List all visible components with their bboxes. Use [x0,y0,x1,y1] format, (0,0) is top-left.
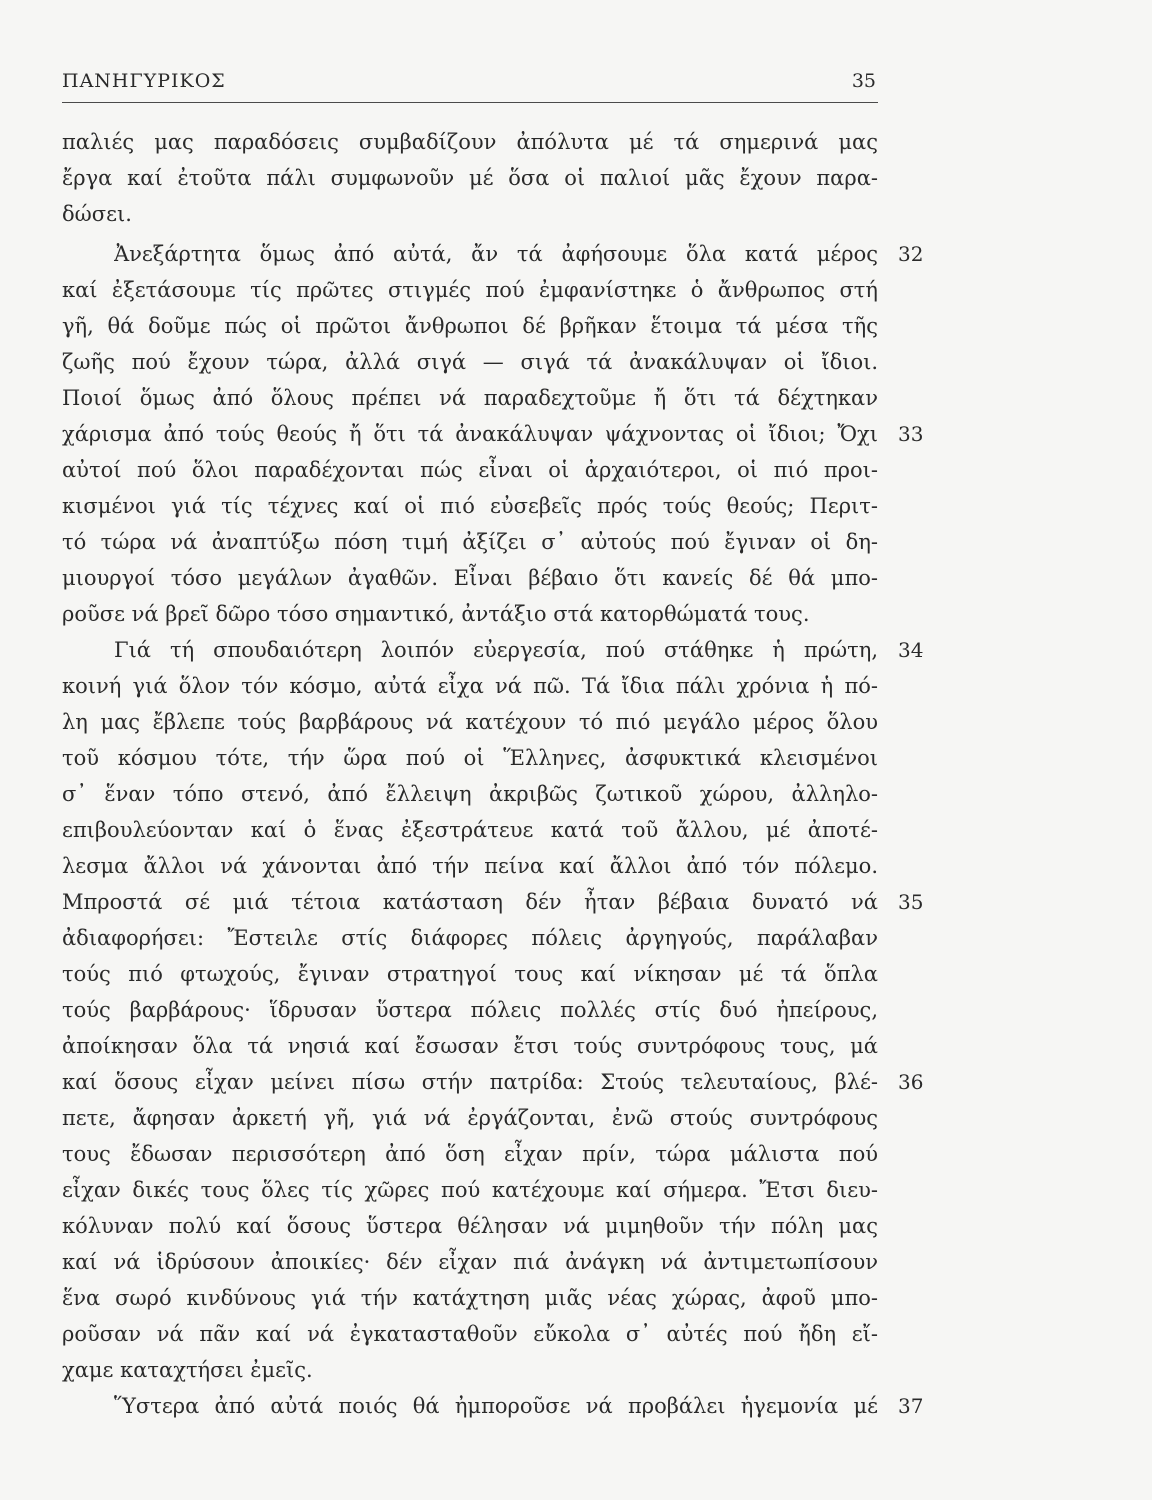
text-line: λη μας ἔβλεπε τούς βαρβάρους νά κατέχουν τό πιό μεγάλο μέρος ὅλου [62,710,878,734]
text-line: καί ἐξετάσουμε τίς πρῶτες στιγμές πού ἐμφανίστηκε ὁ ἄνθρωπος στή [62,278,878,302]
text-line: τοῦ κόσμου τότε, τήν ὥρα πού οἱ Ἕλληνες, ἀσφυκτικά κλεισμένοι [62,746,878,770]
text-line: τούς βαρβάρους· ἵδρυσαν ὕστερα πόλεις πολλές στίς δυό ἠπείρους, [62,998,878,1022]
text-line: γῆ, θά δοῦμε πώς οἱ πρῶτοι ἄνθρωποι δέ βρῆκαν ἕτοιμα τά μέσα τῆς [62,314,878,338]
text-line: τό τώρα νά ἀναπτύξω πόση τιμή ἀξίζει σ᾿ αὐτούς πού ἔγιναν οἱ δη- [62,530,878,554]
text-line: Ὕστερα ἀπό αὐτά ποιός θά ἠμποροῦσε νά προβάλει ἡγεμονία μέ [114,1394,878,1418]
text-line: δώσει. [62,202,132,226]
text-line: πετε, ἄφησαν ἀρκετή γῆ, γιά νά ἐργάζονται, ἐνῶ στούς συντρόφους [62,1106,878,1130]
text-line: καί ὅσους εἶχαν μείνει πίσω στήν πατρίδα: Στούς τελευταίους, βλέ- [62,1070,878,1094]
text-line: ζωῆς πού ἔχουν τώρα, ἀλλά σιγά — σιγά τά ἀνακάλυψαν οἱ ἴδιοι. [62,350,878,374]
text-line: ροῦσαν νά πᾶν καί νά ἐγκατασταθοῦν εὔκολα σ᾿ αὐτές πού ἤδη εἴ- [62,1322,878,1346]
text-line: κισμένοι γιά τίς τέχνες καί οἱ πιό εὐσεβεῖς πρός τούς θεούς; Περιτ- [62,494,878,518]
header-title: ΠΑΝΗΓΥΡΙΚΟΣ [62,70,226,92]
text-line: κοινή γιά ὅλον τόν κόσμο, αὐτά εἶχα νά πῶ. Τά ἴδια πάλι χρόνια ἡ πό- [62,674,878,698]
running-head [62,62,878,103]
text-line: σ᾿ ἕναν τόπο στενό, ἀπό ἔλλειψη ἀκριβῶς ζωτικοῦ χώρου, ἀλληλο- [62,782,878,806]
text-line: καί νά ἱδρύσουν ἀποικίες· δέν εἶχαν πιά ἀνάγκη νά ἀντιμετωπίσουν [62,1250,878,1274]
text-line: χάρισμα ἀπό τούς θεούς ἤ ὅτι τά ἀνακάλυψαν ψάχνοντας οἱ ἴδιοι; Ὄχι [62,422,878,446]
text-line: Γιά τή σπουδαιότερη λοιπόν εὐεργεσία, πού στάθηκε ἡ πρώτη, [114,638,878,662]
page-number: 35 [851,70,876,92]
text-line: επιβουλεύονταν καί ὁ ἕνας ἐξεστράτευε κατά τοῦ ἄλλου, μέ ἀποτέ- [62,818,878,842]
text-line: Μπροστά σέ μιά τέτοια κατάσταση δέν ἦταν βέβαια δυνατό νά [62,890,878,914]
section-number: 36 [898,1070,924,1094]
section-number: 34 [898,638,924,662]
text-line: Ἀνεξάρτητα ὅμως ἀπό αὐτά, ἄν τά ἀφήσουμε ὅλα κατά μέρος [114,242,878,266]
section-number: 32 [898,242,924,266]
text-line: αὐτοί πού ὅλοι παραδέχονται πώς εἶναι οἱ ἀρχαιότεροι, οἱ πιό προι- [62,458,878,482]
text-line: ἀδιαφορήσει: Ἔστειλε στίς διάφορες πόλεις ἀργηγούς, παράλαβαν [62,926,878,950]
text-line: ἕνα σωρό κινδύνους γιά τήν κατάχτηση μιᾶς νέας χώρας, ἀφοῦ μπο- [62,1286,878,1310]
text-line: μιουργοί τόσο μεγάλων ἀγαθῶν. Εἶναι βέβαιο ὅτι κανείς δέ θά μπο- [62,566,878,590]
text-line: παλιές μας παραδόσεις συμβαδίζουν ἀπόλυτα μέ τά σημερινά μας [62,130,878,154]
section-number: 37 [898,1394,924,1418]
text-line: τους ἔδωσαν περισσότερη ἀπό ὅση εἶχαν πρίν, τώρα μάλιστα πού [62,1142,878,1166]
text-line: ἔργα καί ἐτοῦτα πάλι συμφωνοῦν μέ ὅσα οἱ παλιοί μᾶς ἔχουν παρα- [62,166,878,190]
section-number: 35 [898,890,924,914]
section-number: 33 [898,422,924,446]
text-line: κόλυναν πολύ καί ὅσους ὕστερα θέλησαν νά μιμηθοῦν τήν πόλη μας [62,1214,878,1238]
text-line: χαμε καταχτήσει ἐμεῖς. [62,1358,313,1382]
text-line: λεσμα ἄλλοι νά χάνονται ἀπό τήν πείνα καί ἄλλοι ἀπό τόν πόλεμο. [62,854,878,878]
text-line: ἀποίκησαν ὅλα τά νησιά καί ἔσωσαν ἔτσι τούς συντρόφους τους, μά [62,1034,878,1058]
text-line: ροῦσε νά βρεῖ δῶρο τόσο σημαντικό, ἀντάξιο στά κατορθώματά τους. [62,602,810,626]
text-line: Ποιοί ὅμως ἀπό ὅλους πρέπει νά παραδεχτοῦμε ἤ ὅτι τά δέχτηκαν [62,386,878,410]
text-line: εἶχαν δικές τους ὅλες τίς χῶρες πού κατέχουμε καί σήμερα. Ἔτσι διευ- [62,1178,878,1202]
text-line: τούς πιό φτωχούς, ἔγιναν στρατηγοί τους καί νίκησαν μέ τά ὅπλα [62,962,878,986]
